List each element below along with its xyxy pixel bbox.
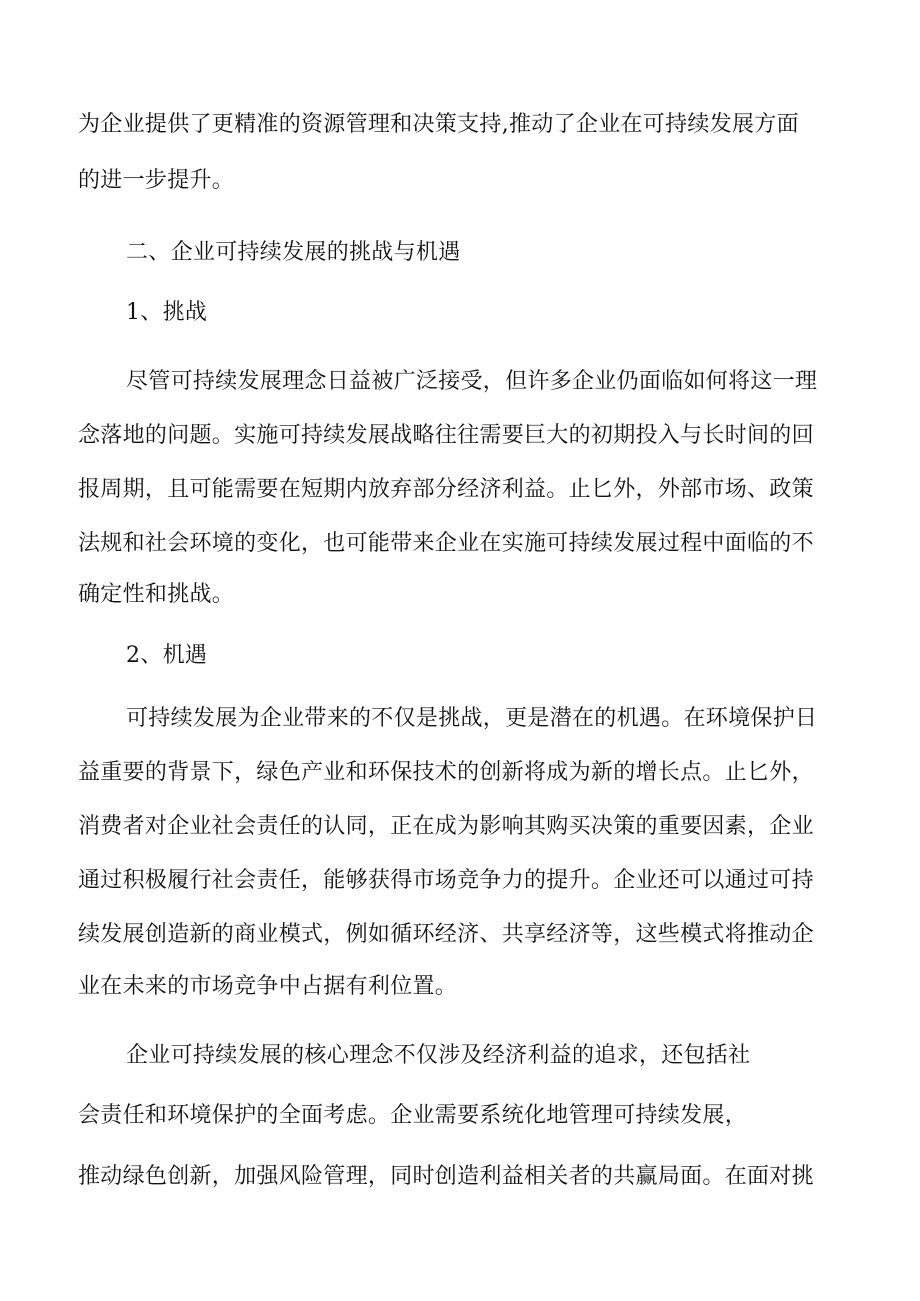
subsection-heading: 1、挑战 bbox=[126, 300, 208, 325]
paragraph-line: 为企业提供了更精准的资源管理和决策支持,推动了企业在可持续发展方面 bbox=[78, 112, 799, 137]
paragraph-line: 念落地的问题。实施可持续发展战略往往需要巨大的初期投入与长时间的回 bbox=[78, 423, 814, 448]
subsection-heading: 2、机遇 bbox=[126, 643, 208, 668]
paragraph-line: 推动绿色创新，加强风险管理，同时创造利益相关者的共赢局面。在面对挑 bbox=[78, 1164, 814, 1189]
paragraph-line: 可持续发展为企业带来的不仅是挑战，更是潜在的机遇。在环境保护日 bbox=[126, 706, 818, 731]
paragraph-line: 的进一步提升。 bbox=[78, 168, 235, 193]
paragraph-line: 尽管可持续发展理念日益被广泛接受，但许多企业仍面临如何将这一理 bbox=[126, 369, 818, 394]
section-heading: 二、企业可持续发展的挑战与机遇 bbox=[126, 240, 461, 265]
paragraph-line: 消费者对企业社会责任的认同，正在成为影响其购买决策的重要因素，企业 bbox=[78, 814, 814, 839]
paragraph-line: 业在未来的市场竞争中占据有利位置。 bbox=[78, 974, 458, 999]
paragraph-line: 会责任和环境保护的全面考虑。企业需要系统化地管理可持续发展， bbox=[78, 1103, 748, 1128]
paragraph-line: 确定性和挑战。 bbox=[78, 582, 235, 607]
paragraph-line: 益重要的背景下，绿色产业和环保技术的创新将成为新的增长点。止匕外， bbox=[78, 760, 814, 785]
paragraph-line: 企业可持续发展的核心理念不仅涉及经济利益的追求，还包括社 bbox=[126, 1043, 751, 1068]
paragraph-line: 报周期，且可能需要在短期内放弃部分经济利益。止匕外，外部市场、政策 bbox=[78, 477, 814, 502]
paragraph-line: 通过积极履行社会责任，能够获得市场竞争力的提升。企业还可以通过可持 bbox=[78, 868, 814, 893]
paragraph-line: 法规和社会环境的变化，也可能带来企业在实施可持续发展过程中面临的不 bbox=[78, 531, 814, 556]
paragraph-line: 续发展创造新的商业模式，例如循环经济、共享经济等，这些模式将推动企 bbox=[78, 922, 814, 947]
